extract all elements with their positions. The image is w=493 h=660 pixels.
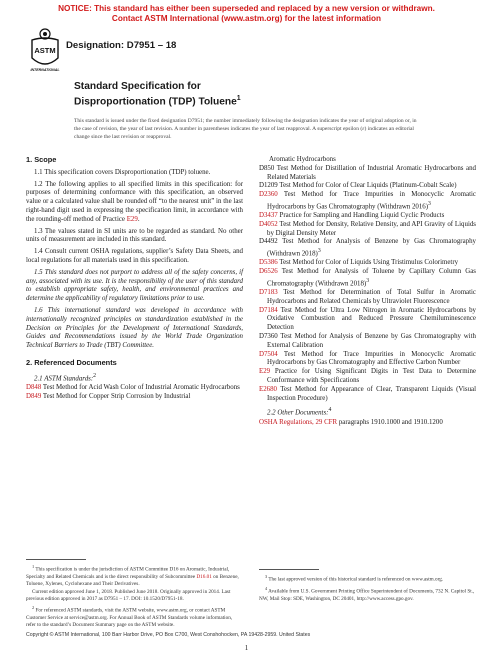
reference-item: [259, 221, 476, 239]
document-title: [74, 81, 454, 108]
reference-item: [259, 212, 476, 221]
astm-standards-label: 2.1 ASTM Standards:$^2$: [34, 372, 97, 383]
footnotes-right: [259, 573, 476, 604]
reference-title: Test Method for Trace Impurities in Monocyclic Aromatic Hydrocarbons by Gas Chromatography and Effective Carbon Number: [267, 350, 476, 367]
d16-01-link[interactable]: D16.01: [196, 573, 212, 580]
reference-title: Test Method for Color of Clear Liquids (Platinum-Cobalt Scale): [279, 182, 457, 190]
reference-title: Test Method for Analysis of Benzene by Gas Chromatography (Withdrawn 2018): [267, 238, 476, 258]
reference-item: [259, 351, 476, 369]
logo-subtext: INTERNATIONAL: [30, 68, 60, 72]
withdrawal-notice: [0, 4, 493, 24]
logo-text: ASTM: [34, 46, 56, 55]
footnote-2: $^2$ For referenced ASTM standards, visit the ASTM website, www.astm.org, or contact ASTM Customer Service at service@astm.org. For Annual Book of ASTM Standards volume information, refer to the standard’s Document Summary page on the ASTM website.: [26, 605, 233, 629]
right-column: [259, 156, 476, 427]
page-number: 1: [244, 644, 249, 652]
scope-p3: 1.3 The values stated in SI units are to be regarded as standard. No other units of measurement are included in this standard.: [26, 227, 243, 244]
reference-title: Test Method for Trace Impurities in Monocyclic Aromatic Hydrocarbons by Gas Chromatography (Withdrawn 2016): [267, 191, 476, 211]
reference-item: [259, 182, 476, 191]
reference-code[interactable]: D4052: [259, 220, 278, 228]
reference-code[interactable]: D848: [26, 383, 42, 391]
reference-item: [26, 393, 243, 402]
reference-code[interactable]: D849: [26, 392, 42, 400]
designation: Designation: D7951 – 18: [66, 40, 177, 51]
reference-title: Test Method for Distillation of Industrial Aromatic Hydrocarbons and Related Materials: [267, 164, 476, 181]
reference-title: Practice for Sampling and Handling Liquid Cyclic Products: [279, 212, 445, 220]
reference-item: [259, 191, 476, 212]
title-line-1: Standard Specification for: [74, 81, 201, 92]
reference-footnote-mark: 3: [366, 277, 370, 284]
title-line-2: Disproportionation (TDP) Toluene$^1$: [74, 95, 241, 108]
reference-item: [259, 165, 476, 183]
footnotes-left: [26, 563, 243, 630]
scope-p6: 1.6 This international standard was developed in accordance with internationally recognized principles on standardization established in the Decision on Principles for the Development of International Standards, Guides and Recommendations issued by the World Trade Organization Technical Barriers to Trade (TBT) Committee.: [26, 306, 243, 350]
reference-code[interactable]: D5386: [259, 259, 278, 267]
reference-item: [259, 386, 476, 404]
reference-title: Test Method for Density, Relative Density, and API Gravity of Liquids by Digital Density Meter: [267, 220, 476, 237]
footnote-separator-left: [26, 559, 86, 560]
reference-code[interactable]: E2680: [259, 385, 277, 393]
reference-code[interactable]: D3437: [259, 212, 278, 220]
footnote-3: $^3$ The last approved version of this historical standard is referenced on www.astm.org.: [265, 574, 444, 583]
reference-code[interactable]: D2360: [259, 191, 278, 199]
issuance-note: This standard is issued under the fixed designation D7951; the number immediately following the designation indicates the year of original adoption or, in the case of revision, the year of last revision. A number in parentheses indicates the year of last reapproval. A superscript epsilon (ε) indicates an editorial change since the last revision or reapproval.: [74, 118, 417, 140]
scope-p2: 1.2 The following applies to all specified limits in this specification: for purposes of determining conformance with this specification, an observed value or a calculated value shall be rounded off “to the nearest unit” in the last right-hand digit used in expressing the specification limit, in accordance with the rounding-off method of Practice E29.: [26, 180, 243, 223]
reference-title: Test Method for Determination of Total Sulfur in Aromatic Hydrocarbons and Related Chemicals by Ultraviolet Fluorescence: [267, 289, 476, 305]
reference-code: D850: [259, 164, 275, 172]
reference-title: Test Method for Acid Wash Color of Industrial Aromatic Hydrocarbons: [42, 383, 240, 391]
reference-code: D7360: [259, 333, 278, 341]
right-reference-list: [259, 165, 476, 404]
reference-title: Test Method for Ultra Low Nitrogen in Aromatic Hydrocarbons by Oxidative Combustion and Reduced Pressure Chemiluminescence Detection: [267, 306, 476, 332]
copyright-line: Copyright © ASTM International, 100 Barr Harbor Drive, PO Box C700, West Conshohocken, PA 19428-2959. United States: [26, 632, 311, 638]
reference-item: [259, 259, 476, 268]
left-reference-list: [26, 384, 243, 402]
reference-item: [26, 384, 243, 393]
title-footnote-mark: 1: [236, 95, 241, 102]
footnote-4: $^4$ Available from U.S. Government Printing Office Superintendent of Documents, 732 N. Capitol St., NW, Mail Stop: SDE, Washington, DC 20401, http://www.access.gpo.gov.: [259, 585, 475, 602]
reference-title: Practice for Using Significant Digits in Test Data to Determine Conformance with Specifications: [267, 368, 476, 385]
notice-line-1: NOTICE: This standard has either been superseded and replaced by a new version or withdrawn.: [58, 4, 435, 13]
reference-title: Test Method for Analysis of Toluene by Capillary Column Gas Chromatography (Withdrawn 2018): [267, 268, 476, 288]
scope-p5: 1.5 This standard does not purport to address all of the safety concerns, if any, associated with its use. It is the responsibility of the user of this standard to establish appropriate safety, health, and environmental practices and determine the applicability of regulatory limitations prior to use.: [26, 268, 243, 303]
reference-title: Test Method for Appearance of Clear, Transparent Liquids (Visual Inspection Procedure): [267, 385, 476, 402]
osha-link[interactable]: OSHA Regulations, 29 CFR: [259, 418, 338, 426]
reference-footnote-mark: 3: [317, 248, 321, 255]
reference-item: [259, 307, 476, 333]
astm-logo: [30, 28, 60, 72]
reference-code[interactable]: D7183: [259, 289, 278, 297]
reference-code[interactable]: D6526: [259, 268, 278, 276]
scope-p1: 1.1 This specification covers Disproportionation (TDP) toluene.: [34, 168, 211, 176]
reference-item: [259, 368, 476, 386]
reference-title: Test Method for Color of Liquids Using Tristimulus Colorimetry: [279, 259, 459, 267]
reference-item: [259, 289, 476, 307]
reference-code[interactable]: D7184: [259, 306, 278, 314]
references-heading: 2. Referenced Documents: [26, 357, 117, 367]
left-column: [26, 156, 243, 401]
other-documents-label: 2.2 Other Documents:$^4$: [267, 407, 332, 417]
reference-title: Test Method for Analysis of Benzene by Gas Chromatography with External Calibration: [267, 333, 476, 349]
reference-item: [259, 333, 476, 351]
reference-title: Test Method for Copper Strip Corrosion by Industrial: [42, 392, 191, 400]
notice-line-2: Contact ASTM International (www.astm.org) for the latest information: [111, 14, 382, 23]
reference-continuation: Aromatic Hydrocarbons: [269, 156, 336, 163]
scope-heading: 1. Scope: [26, 155, 57, 164]
osha-reference: OSHA Regulations, 29 CFR paragraphs 1910.1000 and 1910.1200: [259, 418, 443, 426]
reference-item: [259, 268, 476, 289]
footnote-1: $^1$ This specification is under the jurisdiction of ASTM Committee D16 on Aromatic, Industrial, Specialty and Related Chemicals and is the direct responsibility of Subcommittee D16.01 on Benzene, Toluene, Xylenes, Cyclohexane and Their Derivatives.: [26, 564, 239, 587]
reference-footnote-mark: 3: [428, 200, 431, 207]
e29-link[interactable]: E29: [126, 215, 138, 223]
reference-code: D1209: [259, 182, 278, 190]
reference-item: [259, 238, 476, 259]
footnote-separator-right: [259, 569, 319, 570]
footnote-1-edition: Current edition approved June 1, 2018. Published June 2018. Originally approved in 2014. Last previous edition approved in 2017 as D7951 – 17. DOI: 10.1520/D7951-18.: [26, 589, 231, 603]
reference-code[interactable]: E29: [259, 368, 271, 376]
reference-code[interactable]: D7504: [259, 350, 278, 358]
scope-p4: 1.4 Consult current OSHA regulations, supplier’s Safety Data Sheets, and local regulations for all materials used in this specification.: [26, 248, 243, 264]
reference-code: D4492: [259, 238, 278, 246]
